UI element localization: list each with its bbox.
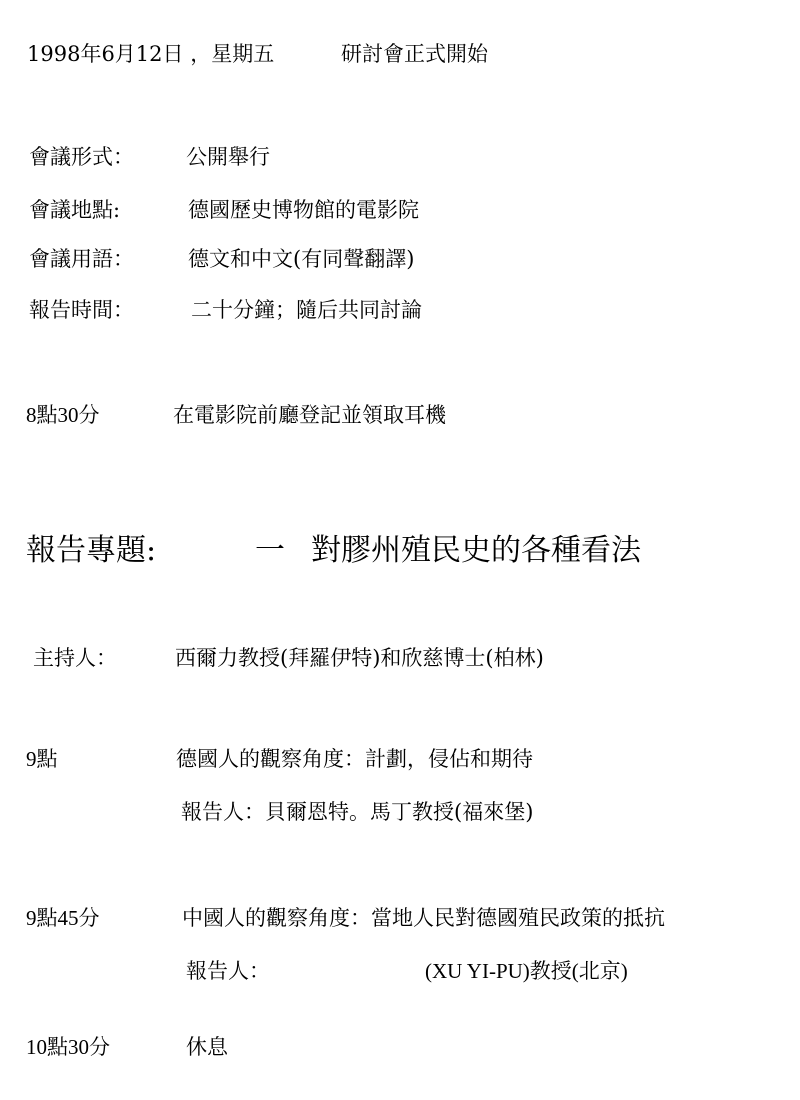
info-label-duration: 報告時間： (29, 298, 134, 322)
schedule-time: 9點45分 (26, 906, 100, 930)
registration-time: 8點30分 (26, 403, 100, 427)
moderator-label: 主持人： (33, 646, 117, 670)
registration-text: 在電影院前廳登記並領取耳機 (173, 403, 446, 427)
schedule-title: 德國人的觀察角度：計劃，侵佔和期待 (176, 747, 533, 771)
schedule-speaker-label: 報告人： (186, 959, 270, 983)
info-label-format: 會議形式： (29, 145, 134, 169)
info-value-duration: 二十分鐘；隨后共同討論 (191, 298, 422, 322)
topic-title: 對膠州殖民史的各種看法 (311, 533, 641, 568)
topic-label: 報告專題: (26, 533, 157, 568)
info-value-language: 德文和中文(有同聲翻譯) (188, 247, 415, 271)
schedule-time: 9點 (26, 747, 58, 771)
page-title: 研討會正式開始 (341, 42, 488, 66)
schedule-title: 中國人的觀察角度：當地人民對德國殖民政策的抵抗 (182, 906, 665, 930)
schedule-title: 休息 (186, 1035, 228, 1059)
page-date: 1998年6月12日 ，星期五 (27, 42, 275, 66)
moderator-value: 西爾力教授(拜羅伊特)和欣慈博士(柏林) (175, 646, 544, 670)
schedule-time: 10點30分 (26, 1035, 110, 1059)
info-label-language: 會議用語： (29, 247, 134, 271)
info-value-format: 公開舉行 (186, 145, 270, 169)
topic-number: 一 (255, 533, 285, 568)
schedule-speaker: (XU YI-PU)教授(北京) (425, 959, 628, 983)
info-value-location: 德國歷史博物館的電影院 (188, 198, 419, 222)
info-label-location: 會議地點: (29, 198, 121, 222)
schedule-speaker: 報告人：貝爾恩特。馬丁教授(福來堡) (181, 800, 534, 824)
